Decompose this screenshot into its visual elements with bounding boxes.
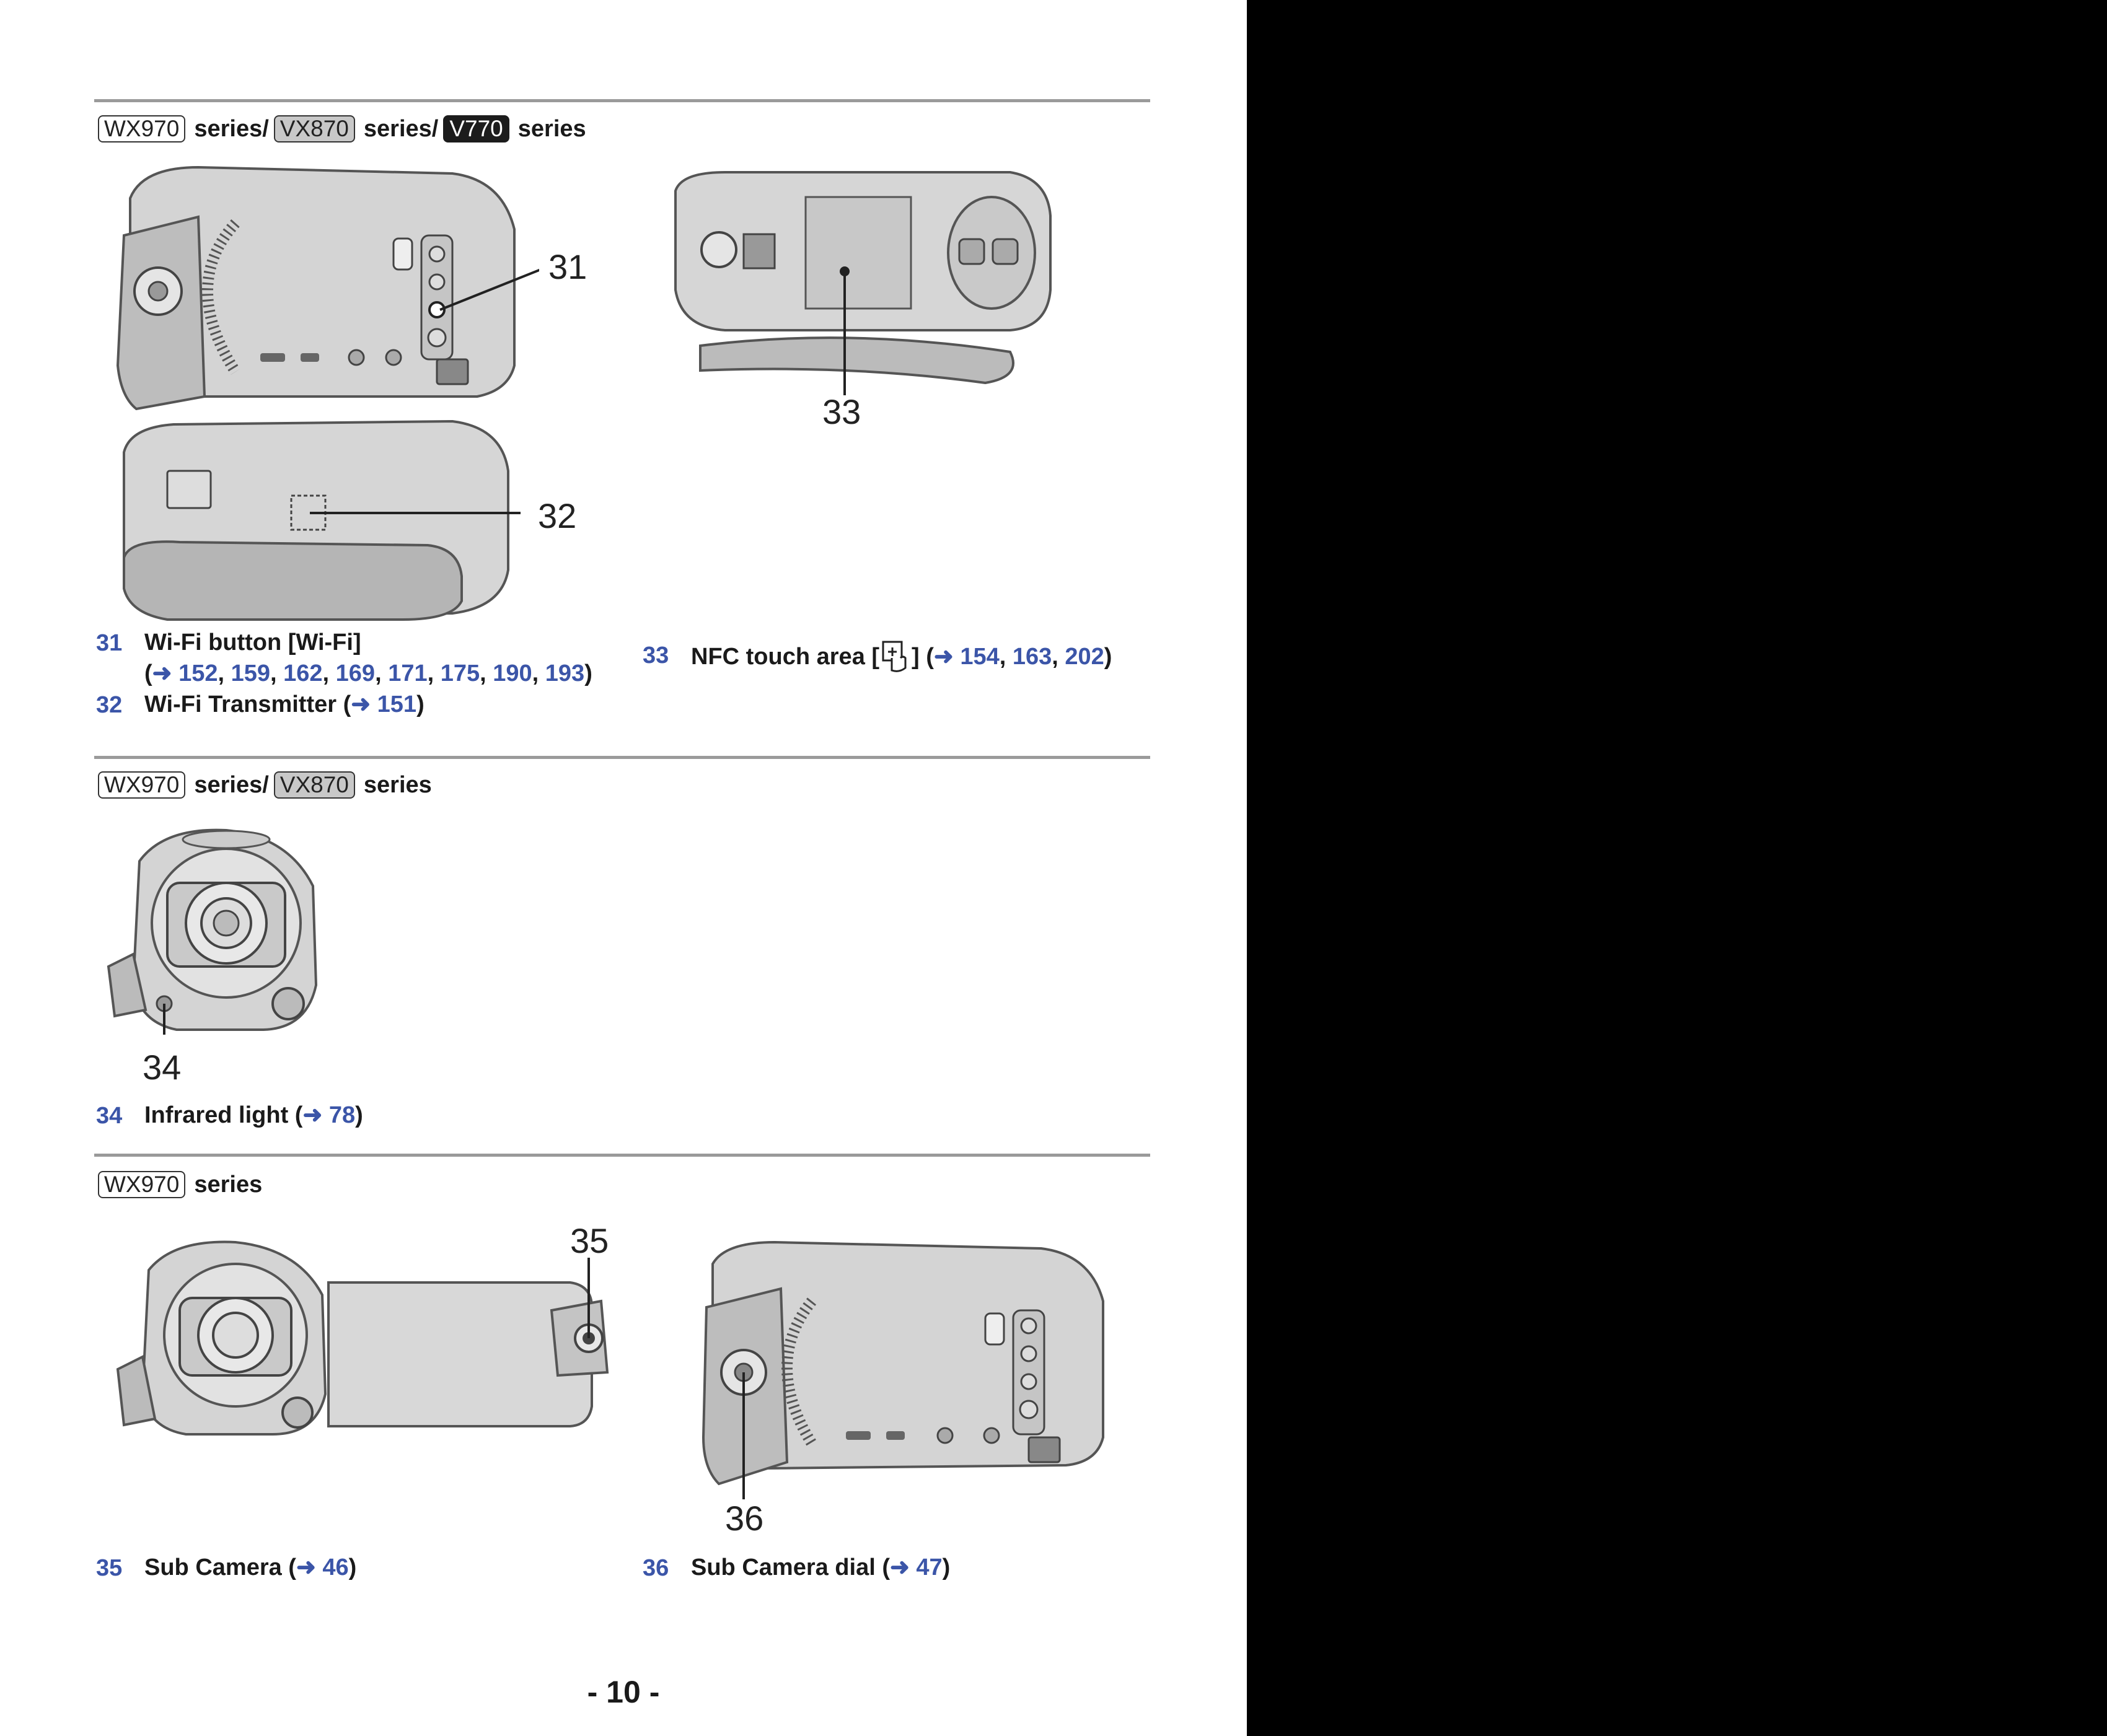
item-number-33: 33: [643, 642, 669, 669]
page-link-163[interactable]: 163: [1012, 644, 1052, 670]
page-number: - 10 -: [587, 1675, 660, 1709]
page-link-151[interactable]: 151: [377, 691, 417, 717]
item-number-31: 31: [96, 630, 123, 656]
callout-33: 33: [822, 392, 861, 431]
item-number-34: 34: [96, 1103, 123, 1129]
page-link-175[interactable]: 175: [440, 660, 480, 686]
section-heading-1: WX970 series/ VX870 series/ V770 series: [98, 115, 586, 142]
page-link-171[interactable]: 171: [388, 660, 428, 686]
page-link-78[interactable]: 78: [328, 1102, 356, 1128]
camcorder-side-view-illustration: [105, 161, 539, 415]
callout-32: 32: [538, 496, 577, 535]
page-link-202[interactable]: 202: [1065, 644, 1104, 670]
page-link-190[interactable]: 190: [493, 660, 532, 686]
item-label-32: Wi-Fi Transmitter (➜ 151): [144, 691, 424, 717]
page-link-152[interactable]: 152: [178, 660, 218, 686]
page-link-159[interactable]: 159: [231, 660, 270, 686]
callout-34: 34: [143, 1048, 182, 1087]
page-link-193[interactable]: 193: [545, 660, 585, 686]
section-rule-2: [94, 756, 1150, 759]
camcorder-side-view-dial-illustration: [694, 1239, 1122, 1499]
item-label-34: Infrared light (➜ 78): [144, 1102, 363, 1128]
item-number-36: 36: [643, 1555, 669, 1581]
model-tag-wx970: WX970: [98, 1171, 185, 1198]
item-number-32: 32: [96, 692, 123, 718]
item-label-33: NFC touch area [ ] (➜ 154, 163, 202): [691, 639, 1112, 674]
item-number-35: 35: [96, 1555, 123, 1581]
model-tag-wx970: WX970: [98, 771, 185, 799]
page-link-47[interactable]: 47: [916, 1554, 943, 1580]
page-link-162[interactable]: 162: [283, 660, 323, 686]
item-label-35: Sub Camera (➜ 46): [144, 1554, 357, 1580]
camcorder-top-view-illustration: [105, 415, 521, 626]
camcorder-sub-camera-view-illustration: [112, 1239, 620, 1437]
nfc-touch-icon: [881, 639, 910, 674]
page-link-154[interactable]: 154: [960, 644, 1000, 670]
item-label-31: Wi-Fi button [Wi-Fi] (➜ 152, 159, 162, 169, 171, 175, 190, 193): [144, 627, 592, 689]
model-tag-vx870: VX870: [274, 115, 355, 142]
item-label-36: Sub Camera dial (➜ 47): [691, 1554, 951, 1580]
callout-35: 35: [570, 1221, 609, 1260]
model-tag-wx970: WX970: [98, 115, 185, 142]
page-link-169[interactable]: 169: [335, 660, 376, 686]
page-link-46[interactable]: 46: [322, 1554, 349, 1580]
item-refs-31: (➜ 152, 159, 162, 169, 171, 175, 190, 193): [144, 660, 592, 686]
callout-36: 36: [725, 1499, 764, 1538]
callout-31: 31: [548, 247, 587, 286]
model-tag-v770: V770: [443, 115, 509, 142]
section-rule-3: [94, 1154, 1150, 1157]
section-heading-2: WX970 series/ VX870 series: [98, 771, 432, 799]
model-tag-vx870: VX870: [274, 771, 355, 799]
camcorder-bottom-view-illustration: [663, 166, 1054, 401]
section-rule-1: [94, 99, 1150, 102]
camcorder-front-view-illustration: [102, 824, 325, 1035]
section-heading-3: WX970 series: [98, 1171, 262, 1198]
